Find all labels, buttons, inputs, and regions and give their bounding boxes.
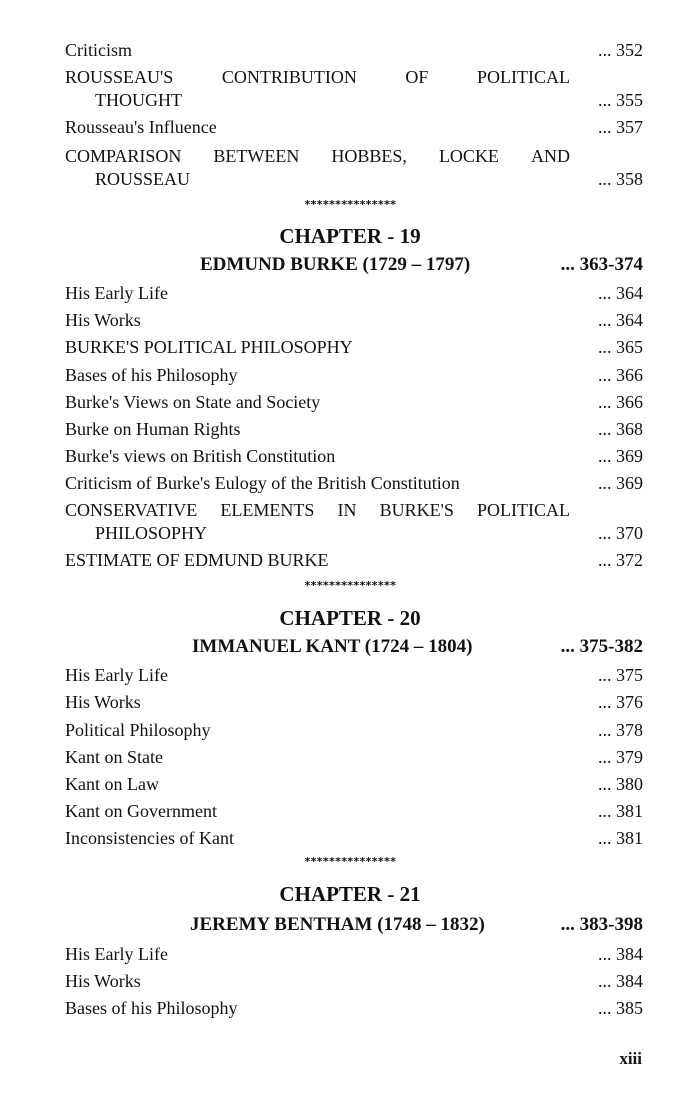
entry-title: Criticism — [65, 40, 132, 60]
toc-entry — [65, 443, 643, 470]
entry-page: ... 364 — [598, 310, 643, 330]
toc-entry — [65, 87, 643, 114]
chapter-page-range: ... 383-398 — [560, 914, 643, 935]
entry-title: Kant on Law — [65, 774, 159, 794]
entry-title: Bases of his Philosophy — [65, 998, 238, 1018]
entry-page: ... 369 — [598, 473, 643, 493]
toc-entry — [65, 470, 643, 497]
entry-title: His Early Life — [65, 944, 168, 964]
entry-title-continued: PHILOSOPHY — [95, 523, 208, 543]
entry-title: Burke's views on British Constitution — [65, 446, 336, 466]
entry-title: Burke's Views on State and Society — [65, 392, 321, 412]
toc-entry — [65, 362, 643, 389]
page-number: xiii — [619, 1049, 642, 1068]
entry-page: ... 372 — [598, 550, 643, 570]
toc-entry-wrapped-line: COMPARISON BETWEEN HOBBES, LOCKE AND — [65, 146, 570, 166]
chapter-heading: CHAPTER - 21 — [279, 882, 421, 906]
chapter-heading: CHAPTER - 19 — [279, 224, 421, 248]
entry-title: His Works — [65, 971, 141, 991]
toc-entry — [65, 307, 643, 334]
entry-title: His Works — [65, 310, 141, 330]
entry-page: ... 376 — [598, 692, 643, 712]
toc-entry — [65, 771, 643, 798]
entry-title: His Works — [65, 692, 141, 712]
toc-entry — [65, 744, 643, 771]
entry-page: ... 364 — [598, 283, 643, 303]
entry-page: ... 366 — [598, 392, 643, 412]
entry-page: ... 380 — [598, 774, 643, 794]
entry-page: ... 381 — [598, 828, 643, 848]
toc-entry-wrapped-line: ROUSSEAU'S CONTRIBUTION OF POLITICAL — [65, 67, 570, 87]
toc-entry-wrapped-line: CONSERVATIVE ELEMENTS IN BURKE'S POLITICAL — [65, 500, 570, 520]
entry-page: ... 384 — [598, 971, 643, 991]
toc-entry — [65, 547, 643, 574]
entry-title: Criticism of Burke's Eulogy of the British Constitution — [65, 473, 460, 493]
separator: *************** — [304, 579, 396, 592]
entry-title: His Early Life — [65, 283, 168, 303]
entry-page: ... 369 — [598, 446, 643, 466]
toc-entry — [65, 520, 643, 547]
entry-page: ... 365 — [598, 337, 643, 357]
entry-page: ... 375 — [598, 665, 643, 685]
entry-page: ... 381 — [598, 801, 643, 821]
entry-title: Rousseau's Influence — [65, 117, 217, 137]
chapter-heading: CHAPTER - 20 — [279, 606, 421, 630]
chapter-subject: EDMUND BURKE (1729 – 1797) — [200, 254, 471, 275]
toc-entry — [65, 166, 643, 193]
entry-title: Kant on Government — [65, 801, 217, 821]
chapter-page-range: ... 375-382 — [560, 636, 643, 657]
entry-title: Inconsistencies of Kant — [65, 828, 234, 848]
entry-title-continued: THOUGHT — [95, 90, 182, 110]
entry-title: ESTIMATE OF EDMUND BURKE — [65, 550, 329, 570]
entry-title: BURKE'S POLITICAL PHILOSOPHY — [65, 337, 353, 357]
entry-page: ... 384 — [598, 944, 643, 964]
toc-entry — [65, 37, 643, 64]
chapter-subject: IMMANUEL KANT (1724 – 1804) — [192, 636, 473, 657]
entry-page: ... 368 — [598, 419, 643, 439]
entry-page: ... 366 — [598, 365, 643, 385]
toc-entry — [65, 941, 643, 968]
toc-entry — [65, 334, 643, 361]
entry-title: Political Philosophy — [65, 720, 211, 740]
entry-page: ... 358 — [598, 169, 643, 189]
entry-page: ... 357 — [598, 117, 643, 137]
toc-entry — [65, 825, 643, 852]
entry-page: ... 385 — [598, 998, 643, 1018]
toc-entry — [65, 416, 643, 443]
entry-title-continued: ROUSSEAU — [95, 169, 191, 189]
entry-page: ... 355 — [598, 90, 643, 110]
entry-page: ... 370 — [598, 523, 643, 543]
separator: *************** — [304, 198, 396, 211]
entry-page: ... 352 — [598, 40, 643, 60]
entry-title: His Early Life — [65, 665, 168, 685]
toc-entry — [65, 798, 643, 825]
toc-entry — [65, 995, 643, 1022]
entry-page: ... 379 — [598, 747, 643, 767]
toc-entry — [65, 968, 643, 995]
toc-entry — [65, 689, 643, 716]
separator: *************** — [304, 855, 396, 868]
entry-title: Kant on State — [65, 747, 163, 767]
entry-title: Burke on Human Rights — [65, 419, 241, 439]
chapter-page-range: ... 363-374 — [560, 254, 643, 275]
chapter-subject: JEREMY BENTHAM (1748 – 1832) — [190, 914, 485, 935]
entry-page: ... 378 — [598, 720, 643, 740]
toc-entry — [65, 662, 643, 689]
entry-title: Bases of his Philosophy — [65, 365, 238, 385]
toc-entry — [65, 114, 643, 141]
toc-entry — [65, 717, 643, 744]
toc-entry — [65, 389, 643, 416]
toc-entry — [65, 280, 643, 307]
